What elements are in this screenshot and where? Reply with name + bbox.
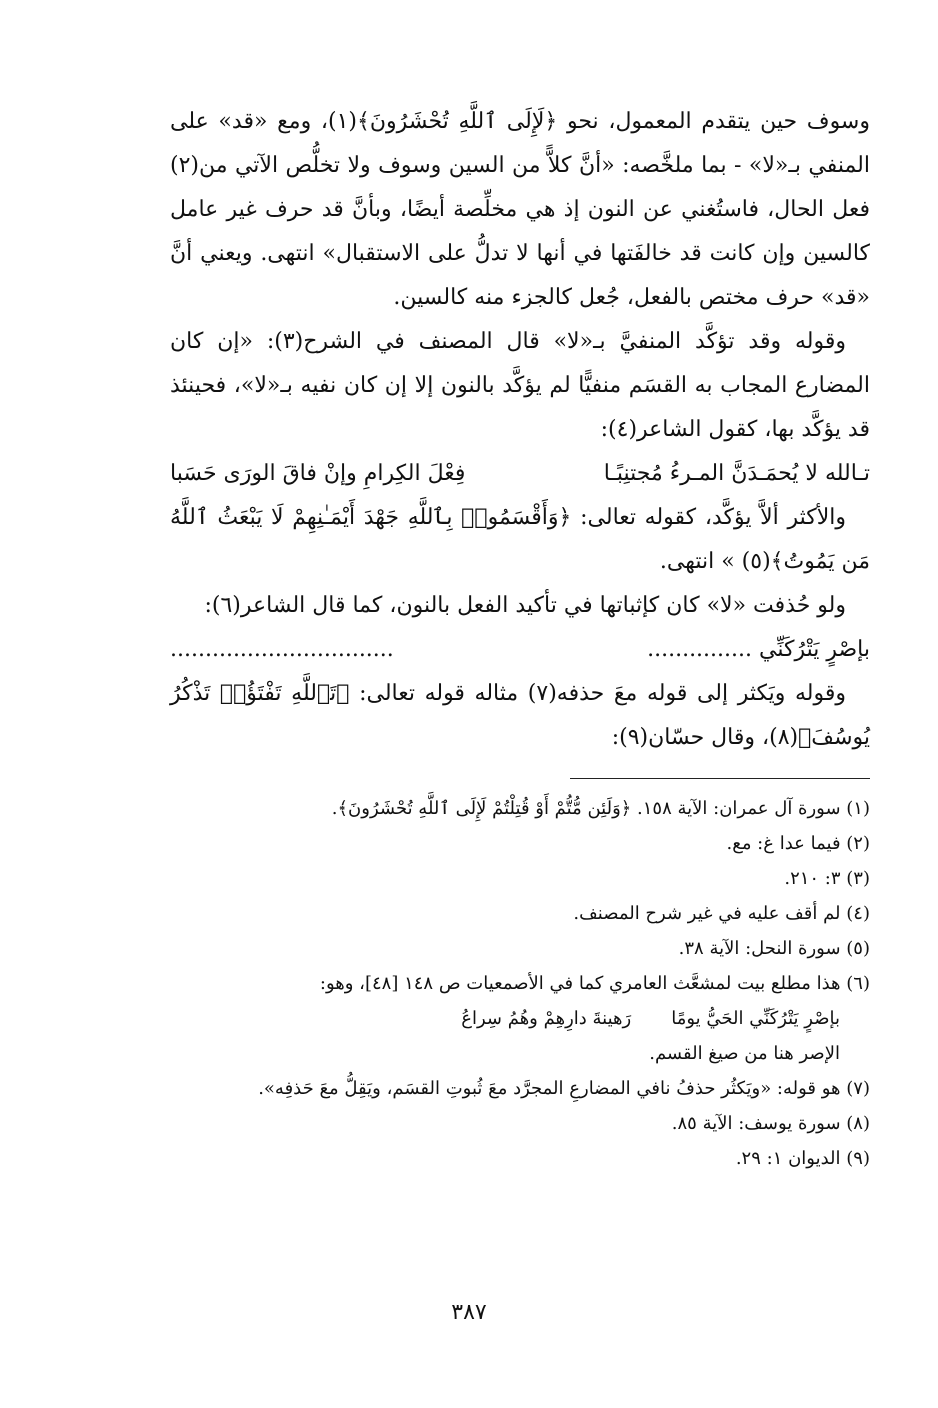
footnote-8: (٨) سورة يوسف: الآية ٨٥. (671, 1113, 870, 1134)
paragraph-2: وقوله وقد تؤكَّد المنفيَّ بـ«لا» قال المصنف في الشرح(٣): «إن كان المضارع المجاب به القسَم منفيًّا لم يؤكَّد بالنون إلا إن كان نفيه بـ«لا»، فحينئذ قد يؤكَّد بها، كقول الشاعر(٤): (170, 329, 870, 442)
footnote-2: (٢) فيما عدا غ: مع. (726, 833, 870, 854)
poetry-verse-1 (170, 452, 870, 496)
footnote-6-verse-first: بإصْرٍ يَتْرُكَنِّي الحَيُّ يومًا (671, 1008, 840, 1029)
footnote-6-verse-second: رَهينةَ دارِهِمْ وهُمُ سِراعُ (461, 1008, 632, 1029)
footnote-6: (٦) هذا مطلع بيت لمشعَّث العامري كما في الأصمعيات ص ١٤٨ [٤٨]، وهو: (319, 973, 870, 994)
footnote-6-note: الإصر هنا من صيغ القسم. (649, 1043, 840, 1064)
footnotes (170, 791, 870, 1176)
paragraph-3: والأكثر ألاَّ يؤكَّد، كقوله تعالى: ﴿وَأَقْسَمُوا۟ بِٱللَّهِ جَهْدَ أَيْمَـٰنِهِمْ لَا يَبْعَثُ ٱللَّهُ مَن يَمُوتُ﴾(٥) » انتهى. (170, 505, 870, 574)
poetry-verse-2 (170, 628, 870, 672)
verse-1-first-hemistich: تـالله لا يُحمَـدَنَّ المـرءُ مُجتنِبًـا (603, 461, 870, 486)
footnote-3: (٣) ٣: ٢١٠. (784, 868, 870, 889)
footnote-9: (٩) الديوان ١: ٢٩. (735, 1148, 870, 1169)
main-text (170, 100, 870, 760)
footnote-6-verse (170, 1001, 870, 1036)
paragraph-1: وسوف حين يتقدم المعمول، نحو ﴿لَإِلَى ٱللَّهِ تُحْشَرُونَ﴾(١)، ومع «قد» على المنفي بـ«لا» - بما ملخَّصه: «أنَّ كلاًّ من السين وسوف ولا تخلُّص الآتي من(٢) فعل الحال، فاستُغني عن النون إذ هي مخلِّصة أيضًا، وبأنَّ قد حرف غير عامل كالسين وإن كانت قد خالفَتها في أنها لا تدلُّ على الاستقبال» انتهى. ويعني أنَّ «قد» حرف مختص بالفعل، جُعل كالجزء منه كالسين. (170, 109, 870, 310)
paragraph-4: ولو حُذفت «لا» كان كإثباتها في تأكيد الفعل بالنون، كما قال الشاعر(٦): (204, 593, 846, 618)
footnote-7: (٧) هو قوله: «ويَكثُر حذفُ نافي المضارعِ المجرَّد معَ ثُبوتِ القسَم، ويَقِلُّ معَ حَذفِه». (258, 1078, 870, 1099)
paragraph-5: وقوله ويَكثر إلى قوله معَ حذفه(٧) مثاله قوله تعالى: ﴿تَٱللَّهِ تَفْتَؤُا۟ تَذْكُرُ يُوسُفَ﴾(٨)، وقال حسّان(٩): (170, 681, 870, 750)
verse-2-second-hemistich: ................................ (170, 637, 394, 662)
verse-1-second-hemistich: فِعْلَ الكِرامِ وإنْ فاقَ الورَى حَسَبا (170, 461, 466, 486)
footnote-4: (٤) لم أقف عليه في غير شرح المصنف. (573, 903, 870, 924)
page-content (170, 100, 870, 1176)
footnote-divider (570, 778, 870, 779)
page-number: ٣٨٧ (451, 1300, 487, 1325)
verse-2-first-hemistich: بإصْرٍ يَتْرُكَنِّي ............... (647, 637, 870, 662)
footnote-5: (٥) سورة النحل: الآية ٣٨. (678, 938, 870, 959)
footnote-1: (١) سورة آل عمران: الآية ١٥٨. ﴿وَلَئِن مُّتُّمْ أَوْ قُتِلْتُمْ لَإِلَى ٱللَّهِ تُحْشَرُونَ﴾. (331, 798, 870, 819)
